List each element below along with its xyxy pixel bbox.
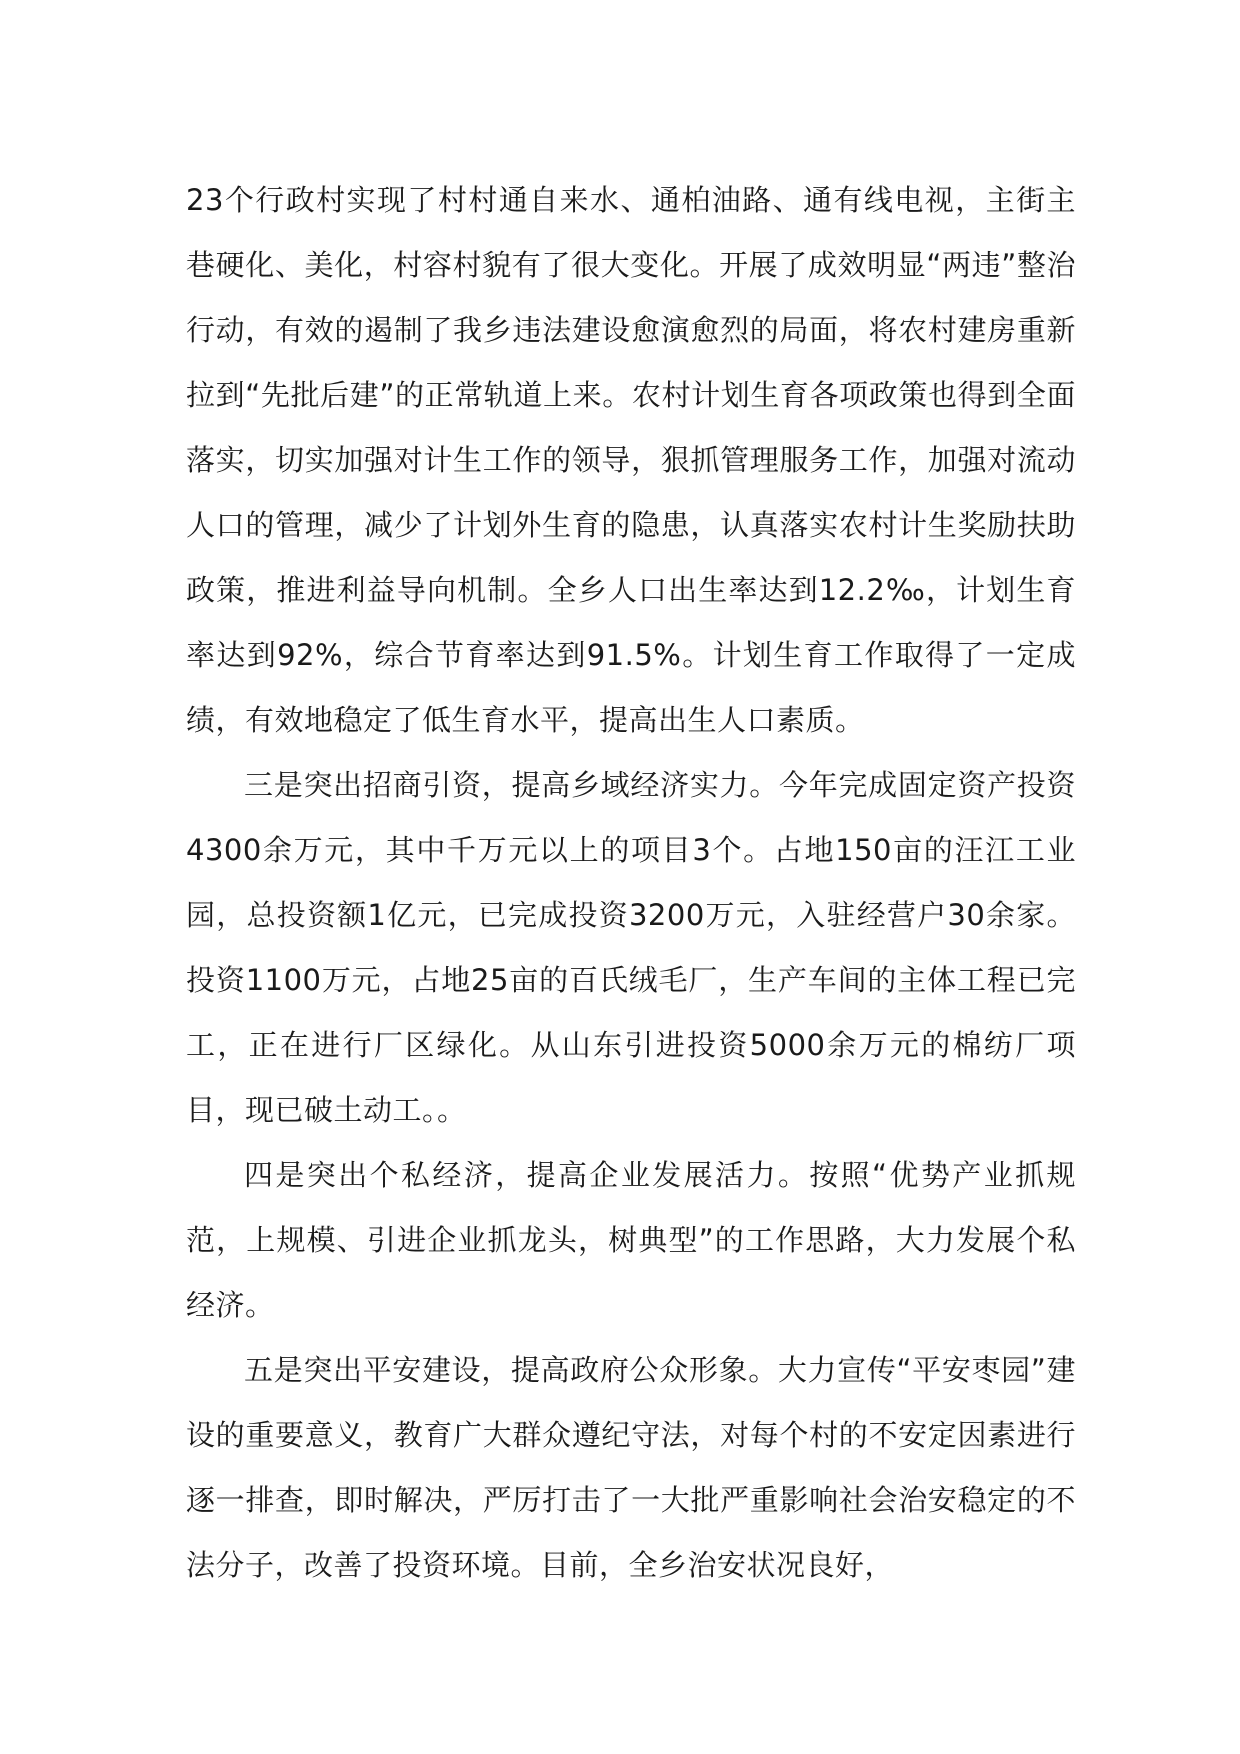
document-body xyxy=(186,168,1076,1598)
paragraph-investment: 三是突出招商引资，提高乡域经济实力。今年完成固定资产投资4300余万元，其中千万元以上的项目3个。占地150亩的汪江工业园，总投资额1亿元，已完成投资3200万元，入驻经营户30余家。投资1100万元，占地25亩的百氏绒毛厂，生产车间的主体工程已完工，正在进行厂区绿化。从山东引进投资5000余万元的棉纺厂项目，现已破土动工。。 xyxy=(186,768,1076,1127)
paragraph-private-economy: 四是突出个私经济，提高企业发展活力。按照“优势产业抓规范，上规模、引进企业抓龙头，树典型”的工作思路，大力发展个私经济。 xyxy=(186,1158,1076,1322)
paragraph-public-safety: 五是突出平安建设，提高政府公众形象。大力宣传“平安枣园”建设的重要意义，教育广大群众遵纪守法，对每个村的不安定因素进行逐一排查，即时解决，严厉打击了一大批严重影响社会治安稳定的不法分子，改善了投资环境。目前，全乡治安状况良好， xyxy=(186,1353,1076,1582)
paragraph-population-policy: 23个行政村实现了村村通自来水、通柏油路、通有线电视，主街主巷硬化、美化，村容村貌有了很大变化。开展了成效明显“两违”整治行动，有效的遏制了我乡违法建设愈演愈烈的局面，将农村建房重新拉到“先批后建”的正常轨道上来。农村计划生育各项政策也得到全面落实，切实加强对计生工作的领导，狠抓管理服务工作，加强对流动人口的管理，减少了计划外生育的隐患，认真落实农村计生奖励扶助政策，推进利益导向机制。全乡人口出生率达到12.2‰，计划生育率达到92%，综合节育率达到91.5%。计划生育工作取得了一定成绩，有效地稳定了低生育水平，提高出生人口素质。 xyxy=(186,183,1076,737)
